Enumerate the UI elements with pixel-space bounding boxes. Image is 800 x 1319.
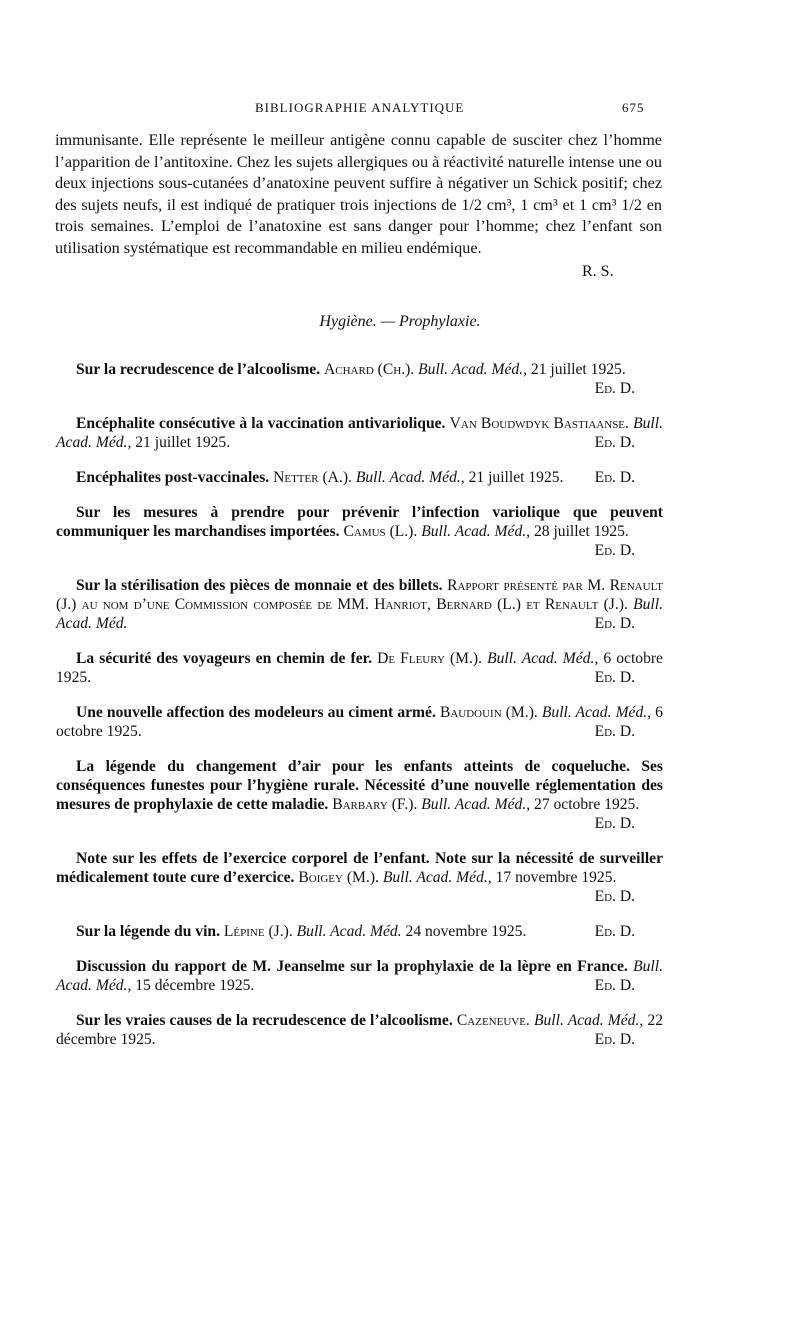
entry-title: Sur la légende du vin.	[76, 923, 220, 940]
entry-editor-initials: Ed. D.	[594, 469, 635, 486]
entry-title: Note sur les effets de l’exercice corporel de l’enfant. Note sur la nécessité de surveiller médicalement toute cure d’exercice.	[56, 850, 663, 886]
entry-editor-initials: Ed. D.	[594, 542, 635, 559]
bibliography-entry	[56, 922, 663, 941]
bibliography-entry	[56, 360, 663, 398]
entry-title: Encéphalite consécutive à la vaccination antivariolique.	[76, 415, 446, 432]
entry-date: 24 novembre 1925.	[405, 923, 527, 940]
page-number: 675	[622, 100, 645, 115]
entry-journal: Bull. Acad. Méd.,	[56, 958, 663, 994]
entry-journal: Bull. Acad. Méd.,	[382, 869, 492, 886]
bibliography-entry	[56, 414, 663, 452]
entry-editor-initials: Ed. D.	[594, 380, 635, 397]
bibliography-entry	[56, 649, 663, 687]
entry-journal: Bull. Acad. Méd.,	[355, 469, 465, 486]
entry-authors: Van Boudwdyk Bastiaanse.	[449, 415, 629, 432]
entry-editor-initials: Ed. D.	[594, 888, 635, 905]
entry-journal: Bull. Acad. Méd.,	[541, 704, 652, 721]
bibliography-entry	[56, 1011, 663, 1049]
entry-date: 28 juillet 1925.	[533, 523, 629, 540]
bibliography-entry	[56, 957, 663, 995]
bibliography-entry	[56, 576, 663, 633]
entry-authors: Cazeneuve.	[456, 1012, 530, 1029]
entry-journal: Bull. Acad. Méd.,	[421, 523, 531, 540]
entry-authors: Barbary (F.).	[332, 796, 418, 813]
entry-authors: Lépine (J.).	[223, 923, 293, 940]
entry-editor-initials: Ed. D.	[594, 434, 635, 451]
entry-authors: Rapport présenté par M. Renault (J.) au nom d’une Commission composée de MM. Hanriot, Bernard (L.) et Renault (J.).	[56, 577, 663, 613]
intro-paragraph: immunisante. Elle représente le meilleur antigène connu capable de susciter chez l’homme l’apparition de l’antitoxine. Chez les sujets allergiques ou à réactivité naturelle intense une ou deux injections sous-cutanées d’anatoxine peuvent suffire à négativer un Schick positif; chez des sujets neufs, il est indiqué de pratiquer trois injections de 1/2 cm³, 1 cm³ et 1 cm³ 1/2 en trois semaines. L’emploi de l’anatoxine est sans danger pour l’homme; chez l’enfant son utilisation systématique est recommandable en milieu endémique.	[55, 131, 662, 257]
bibliography-entry	[56, 757, 663, 833]
entry-journal: Bull. Acad. Méd.,	[533, 1012, 644, 1029]
entry-editor-initials: Ed. D.	[594, 815, 635, 832]
entry-journal: Bull. Acad. Méd.	[56, 596, 663, 632]
entry-authors: Camus (L.).	[343, 523, 418, 540]
entry-editor-initials: Ed. D.	[594, 977, 635, 994]
entry-editor-initials: Ed. D.	[594, 669, 635, 686]
entry-title: Sur les mesures à prendre pour prévenir l’infection variolique que peuvent communiquer les marchandises importées.	[56, 504, 663, 540]
entry-title: Sur la stérilisation des pièces de monnaie et des billets.	[76, 577, 443, 594]
bibliography-entry	[56, 503, 663, 560]
entry-journal: Bull. Acad. Méd.,	[487, 650, 599, 667]
entry-date: 15 décembre 1925.	[135, 977, 255, 994]
entry-date: 6 octobre 1925.	[56, 650, 663, 686]
entry-journal: Bull. Acad. Méd.,	[418, 361, 527, 378]
entry-journal: Bull. Acad. Méd.,	[56, 415, 663, 451]
entry-date: 21 juillet 1925.	[135, 434, 231, 451]
entry-authors: Netter (A.).	[273, 469, 352, 486]
entry-journal: Bull. Acad. Méd.	[296, 923, 402, 940]
entry-title: Sur les vraies causes de la recrudescence de l’alcoolisme.	[76, 1012, 453, 1029]
entry-authors: De Fleury (M.).	[377, 650, 483, 667]
bibliography-entry	[56, 849, 663, 906]
entry-date: 22 décembre 1925.	[56, 1012, 664, 1048]
bibliography-entry	[56, 468, 663, 487]
section-title: Hygiène. — Prophylaxie.	[319, 313, 481, 330]
running-title: BIBLIOGRAPHIE ANALYTIQUE	[255, 100, 465, 115]
entry-editor-initials: Ed. D.	[594, 723, 635, 740]
entry-date: 21 juillet 1925.	[468, 469, 564, 486]
entry-title: La sécurité des voyageurs en chemin de fer.	[76, 650, 373, 667]
entry-title: Discussion du rapport de M. Jeanselme sur la prophylaxie de la lèpre en France.	[76, 958, 628, 975]
entry-title: Encéphalites post-vaccinales.	[76, 469, 270, 486]
entry-date: 27 octobre 1925.	[534, 796, 640, 813]
intro-signature: R. S.	[582, 263, 614, 280]
entry-authors: Achard (Ch.).	[324, 361, 415, 378]
entry-editor-initials: Ed. D.	[594, 1031, 635, 1048]
bibliography-list	[56, 360, 663, 1065]
entry-journal: Bull. Acad. Méd.,	[421, 796, 531, 813]
entry-authors: Baudouin (M.).	[439, 704, 538, 721]
entry-date: 21 juillet 1925.	[530, 361, 626, 378]
entry-date: 17 novembre 1925.	[495, 869, 617, 886]
entry-date: 6 octobre 1925.	[56, 704, 663, 740]
entry-title: La légende du changement d’air pour les enfants atteints de coqueluche. Ses conséquences funestes pour l’hygiène rurale. Nécessité d’une nouvelle réglementation des mesures de prophylaxie de cette maladie.	[56, 758, 663, 813]
entry-editor-initials: Ed. D.	[594, 923, 635, 940]
entry-title: Sur la recrudescence de l’alcoolisme.	[76, 361, 321, 378]
entry-title: Une nouvelle affection des modeleurs au ciment armé.	[76, 704, 436, 721]
entry-authors: Boigey (M.).	[298, 869, 379, 886]
bibliography-entry	[56, 703, 663, 741]
entry-editor-initials: Ed. D.	[594, 615, 635, 632]
